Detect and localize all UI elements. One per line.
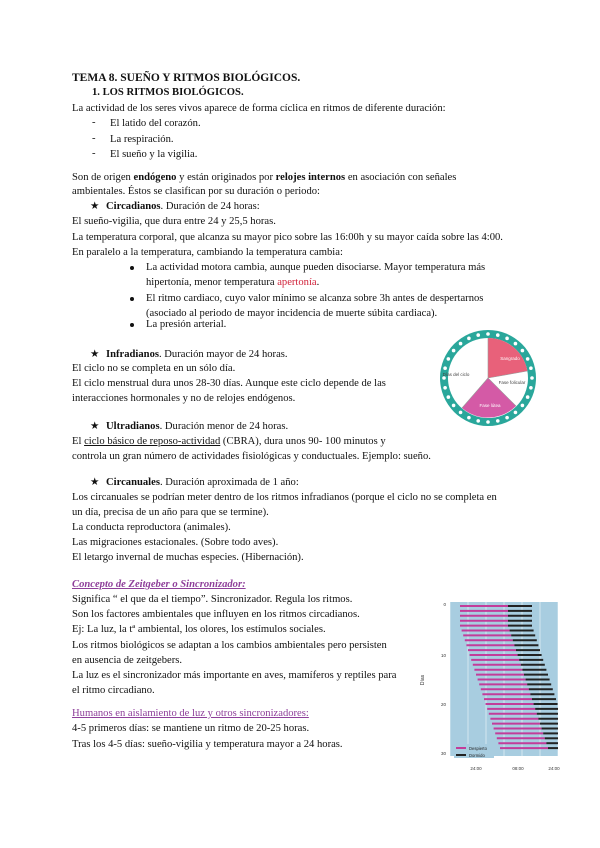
cycle-day-dot xyxy=(529,386,533,390)
bullet-text: El ritmo cardiaco, cuyo valor mínimo se alcanza sobre 3h antes de despertarnos xyxy=(146,293,484,304)
cycle-day-dot xyxy=(529,366,533,370)
bullet-dot xyxy=(130,297,134,301)
body-line xyxy=(72,435,386,448)
text-span: . Duración mayor de 24 horas. xyxy=(158,349,288,360)
dash-marker: - xyxy=(92,117,96,128)
y-tick-label: 30 xyxy=(440,751,446,756)
cycle-label-days: Días del ciclo xyxy=(442,372,470,377)
bullet-dot xyxy=(130,323,134,327)
text-span: Son de origen xyxy=(72,172,134,183)
list-item: La respiración. xyxy=(110,134,174,145)
body-line: controla un gran número de actividades fisiológicas y conductuales. Ejemplo: sueño. xyxy=(72,451,431,462)
bullet-text xyxy=(146,276,319,289)
ultradianos-heading xyxy=(90,420,288,433)
underlined-term: ciclo básico de reposo-actividad xyxy=(84,436,221,447)
star-icon: ★ xyxy=(90,477,100,488)
y-tick-label: 0 xyxy=(443,602,446,607)
cycle-day-dot xyxy=(452,349,456,353)
body-line: Las migraciones estacionales. (Sobre todo aves). xyxy=(72,537,279,548)
body-line: Los ritmos biológicos se adaptan a los cambios ambientales pero persisten xyxy=(72,640,387,651)
legend-asleep-label: Dormido xyxy=(469,753,485,758)
text-span: . Duración menor de 24 horas. xyxy=(159,421,289,432)
bold-term: endógeno xyxy=(133,172,177,183)
body-line: Son los factores ambientales que influyen en los ritmos circadianos. xyxy=(72,609,360,620)
body-line: El letargo invernal de muchas especies. (Hibernación). xyxy=(72,552,304,563)
star-icon: ★ xyxy=(90,421,100,432)
cycle-day-dot xyxy=(521,349,525,353)
body-line: el ritmo circadiano. xyxy=(72,685,155,696)
body-line: La temperatura corporal, que alcanza su mayor pico sobre las 16:00h y su mayor caída sobre las 4:00. xyxy=(72,232,503,243)
body-line: en ausencia de zeitgebers. xyxy=(72,655,182,666)
origin-text xyxy=(72,171,456,184)
cycle-label-bleeding: Sangrado xyxy=(500,356,520,361)
menstrual-cycle-figure xyxy=(420,328,556,428)
text-span: . Duración aproximada de 1 año: xyxy=(159,477,299,488)
body-line: El sueño-vigilia, que dura entre 24 y 25,5 horas. xyxy=(72,216,276,227)
bullet-text: La presión arterial. xyxy=(146,319,227,330)
cycle-day-dot xyxy=(467,337,471,341)
body-line: La luz es el sincronizador más importante en aves, mamíferos y reptiles para xyxy=(72,670,397,681)
bold-term: relojes internos xyxy=(275,172,346,183)
section-heading: 1. LOS RITMOS BIOLÓGICOS. xyxy=(92,87,244,98)
cycle-day-dot xyxy=(443,386,447,390)
body-line: Los circanuales se podrían meter dentro de los ritmos infradianos (porque el ciclo no se completa en xyxy=(72,492,497,503)
y-tick-label: 20 xyxy=(440,702,446,707)
aislamiento-heading: Humanos en aislamiento de luz y otros sincronizadores: xyxy=(72,708,309,719)
x-tick-label: 24:00 xyxy=(548,766,560,771)
x-tick-label: 08:00 xyxy=(512,766,524,771)
highlight-term: apertonía xyxy=(277,277,317,288)
bullet-dot xyxy=(130,266,134,270)
body-line: El ciclo menstrual dura unos 28-30 días. Aunque este ciclo depende de las xyxy=(72,378,386,389)
text-span: hipertonía, menor temperatura xyxy=(146,277,278,288)
body-line: un día, precisa de un año para que se termine). xyxy=(72,507,269,518)
cycle-day-dot xyxy=(514,342,518,346)
cycle-day-dot xyxy=(443,366,447,370)
cycle-day-dot xyxy=(526,357,530,361)
body-line: La conducta reproductora (animales). xyxy=(72,522,231,533)
cycle-day-dot xyxy=(459,411,463,415)
star-icon: ★ xyxy=(90,201,100,212)
dash-marker: - xyxy=(92,133,96,144)
cycle-day-dot xyxy=(496,333,500,337)
chart-y-label: Días xyxy=(420,674,426,686)
circadianos-heading xyxy=(90,200,260,213)
cycle-day-dot xyxy=(526,395,530,399)
text-span: . Duración de 24 horas: xyxy=(160,201,260,212)
body-line: interacciones hormonales y no de relojes endógenos. xyxy=(72,393,296,404)
cycle-label-luteal: Fase lútea xyxy=(479,403,501,408)
cycle-day-dot xyxy=(530,376,534,380)
intro-text: La actividad de los seres vivos aparece de forma cíclica en ritmos de diferente duración: xyxy=(72,103,446,114)
infradianos-heading xyxy=(90,348,288,361)
text-span: en asociación con señales xyxy=(345,172,457,183)
body-line: Ej: La luz, la tª ambiental, los olores, los estímulos sociales. xyxy=(72,624,326,635)
legend-awake-label: Despierto xyxy=(469,746,487,751)
cycle-day-dot xyxy=(452,404,456,408)
body-line: Tras los 4-5 días: sueño-vigilia y temperatura mayor a 24 horas. xyxy=(72,739,343,750)
body-line: Significa “ el que da el tiempo”. Sincronizador. Regula los ritmos. xyxy=(72,594,353,605)
cycle-day-dot xyxy=(521,404,525,408)
cycle-day-dot xyxy=(486,332,490,336)
cycle-day-dot xyxy=(476,333,480,337)
origin-text-2: ambientales. Éstos se clasifican por su duración o periodo: xyxy=(72,186,321,197)
text-span: El xyxy=(72,436,85,447)
cycle-day-dot xyxy=(496,419,500,423)
y-tick-label: 10 xyxy=(440,653,446,658)
body-line: En paralelo a la temperatura, cambiando la temperatura cambia: xyxy=(72,247,343,258)
zeitgeber-heading: Concepto de Zeitgeber o Sincronizador: xyxy=(72,579,246,590)
bullet-text: La actividad motora cambia, aunque pueden disociarse. Mayor temperatura más xyxy=(146,262,486,273)
text-span: . xyxy=(316,277,320,288)
sleep-wake-chart xyxy=(418,600,566,776)
x-tick-label: 24:00 xyxy=(470,766,482,771)
cycle-day-dot xyxy=(486,420,490,424)
body-line: El ciclo no se completa en un sólo día. xyxy=(72,363,236,374)
body-line: 4-5 primeros días: se mantiene un ritmo de 20-25 horas. xyxy=(72,723,310,734)
text-span: y están originados por xyxy=(176,172,276,183)
circanuales-heading xyxy=(90,476,299,489)
bold-term: Circanuales xyxy=(106,477,160,488)
bold-term: Ultradianos xyxy=(106,421,160,432)
cycle-day-dot xyxy=(514,411,518,415)
star-icon: ★ xyxy=(90,349,100,360)
cycle-day-dot xyxy=(459,342,463,346)
dash-marker: - xyxy=(92,148,96,159)
page-title: TEMA 8. SUEÑO Y RITMOS BIOLÓGICOS. xyxy=(72,72,301,84)
bold-term: Circadianos xyxy=(106,201,161,212)
cycle-day-dot xyxy=(476,419,480,423)
list-item: El latido del corazón. xyxy=(110,118,201,129)
cycle-day-dot xyxy=(505,416,509,420)
text-span: (CBRA), dura unos 90- 100 minutos y xyxy=(220,436,386,447)
list-item: El sueño y la vigilia. xyxy=(110,149,198,160)
cycle-day-dot xyxy=(447,357,451,361)
bold-term: Infradianos xyxy=(106,349,159,360)
cycle-label-follicular: Fase folicular xyxy=(498,380,526,385)
bullet-text: (asociado al periodo de mayor incidencia de muerte súbita cardiaca). xyxy=(146,308,438,319)
cycle-day-dot xyxy=(505,337,509,341)
cycle-day-dot xyxy=(447,395,451,399)
cycle-day-dot xyxy=(467,416,471,420)
